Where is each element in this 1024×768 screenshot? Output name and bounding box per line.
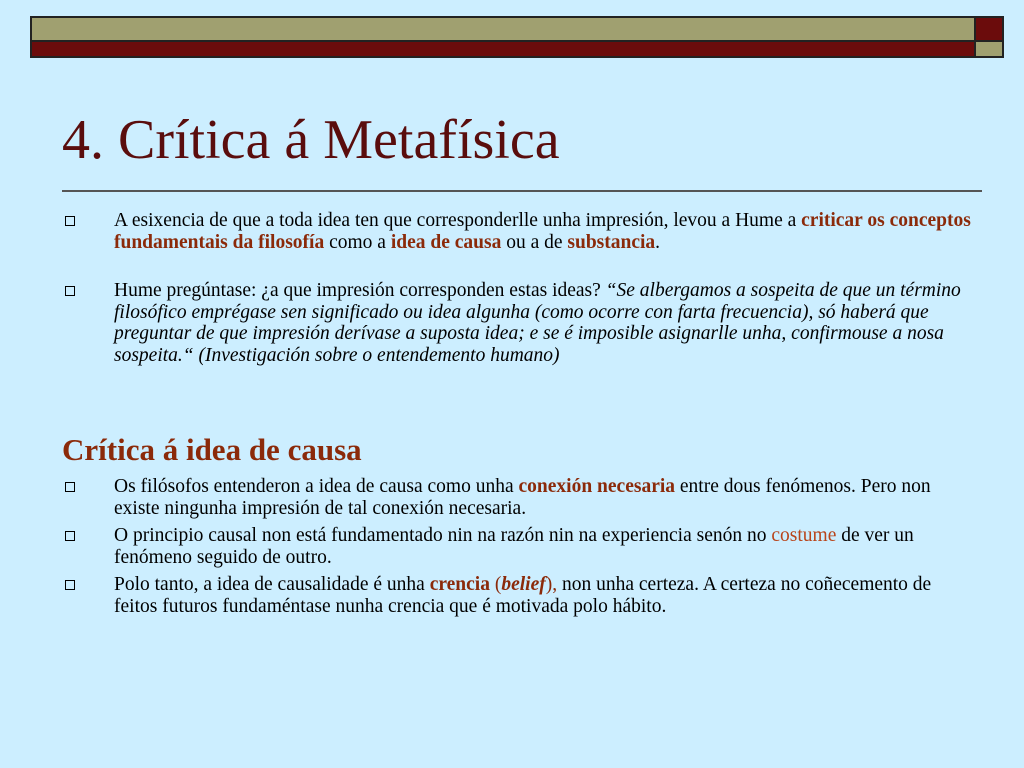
causa-bullet-item (62, 574, 972, 617)
causa-bullet-list (62, 476, 972, 623)
highlight-costume: costume (771, 525, 837, 546)
title-divider (62, 190, 982, 192)
bullet-text: O principio causal non está fundamentado nin na razón nin na experiencia senón no (114, 525, 772, 546)
paren-close: ), (545, 574, 558, 595)
bullet-text: ou a de (501, 231, 568, 253)
top-band-olive-bar (30, 16, 976, 42)
hollow-square-bullet-icon (65, 286, 75, 296)
bullet-text: Polo tanto, a idea de causalidade é unha (114, 574, 430, 595)
intro-bullet-item (62, 210, 972, 253)
hollow-square-bullet-icon (65, 531, 75, 541)
bullet-text: A esixencia de que a toda idea ten que corresponderlle unha impresión, levou a Hume a (114, 210, 802, 231)
intro-bullet-item (62, 280, 972, 366)
highlight-criticar-conceptos: criticar os conceptos fundamentais da filosofía (114, 210, 971, 253)
highlight-belief: belief (501, 574, 546, 595)
slide-title: 4. Crítica á Metafísica (62, 109, 560, 171)
hollow-square-bullet-icon (65, 580, 75, 590)
highlight-idea-de-causa: idea de causa (390, 231, 502, 253)
highlight-conexion-necesaria: conexión necesaria (518, 476, 676, 497)
bullet-text: Os filósofos entenderon a idea de causa como unha (114, 476, 519, 497)
paren-open: ( (489, 574, 502, 595)
highlight-crencia: crencia (429, 574, 490, 595)
highlight-substancia: substancia (567, 231, 656, 253)
top-band-corner-maroon-block (976, 16, 1004, 42)
bullet-text: Hume pregúntase: ¿a que impresión corresponden estas ideas? (114, 280, 606, 301)
top-band-maroon-bar (30, 42, 976, 58)
decorative-top-band (30, 16, 1004, 58)
hollow-square-bullet-icon (65, 216, 75, 226)
intro-bullet-list (62, 210, 972, 366)
causa-bullet-item (62, 476, 972, 519)
bullet-text: como a (324, 231, 391, 253)
bullet-text: de ver un fenómeno seguido de outro. (114, 525, 914, 568)
bullet-text: entre dous fenómenos. Pero non existe ningunha impresión de tal conexión necesaria. (114, 476, 931, 519)
hume-quote: “Se albergamos a sospeita de que un término filosófico emprégase sen significado ou idea algunha (como ocorre con farta frecuencia), só haberá que preguntar de que impresión derívase a suposta idea; e se é imposible asignarlle unha, confirmouse a nosa sospeita.“ (Investigación sobre o entendemento humano) (114, 280, 961, 366)
bullet-text: . (655, 231, 661, 253)
section-heading-causa: Crítica á idea de causa (62, 432, 362, 467)
top-band-corner-olive-block (976, 42, 1004, 58)
hollow-square-bullet-icon (65, 482, 75, 492)
bullet-text: non unha certeza. A certeza no coñecemento de feitos futuros fundaméntase nunha crencia que é motivada polo hábito. (114, 574, 932, 617)
causa-bullet-item (62, 525, 972, 568)
